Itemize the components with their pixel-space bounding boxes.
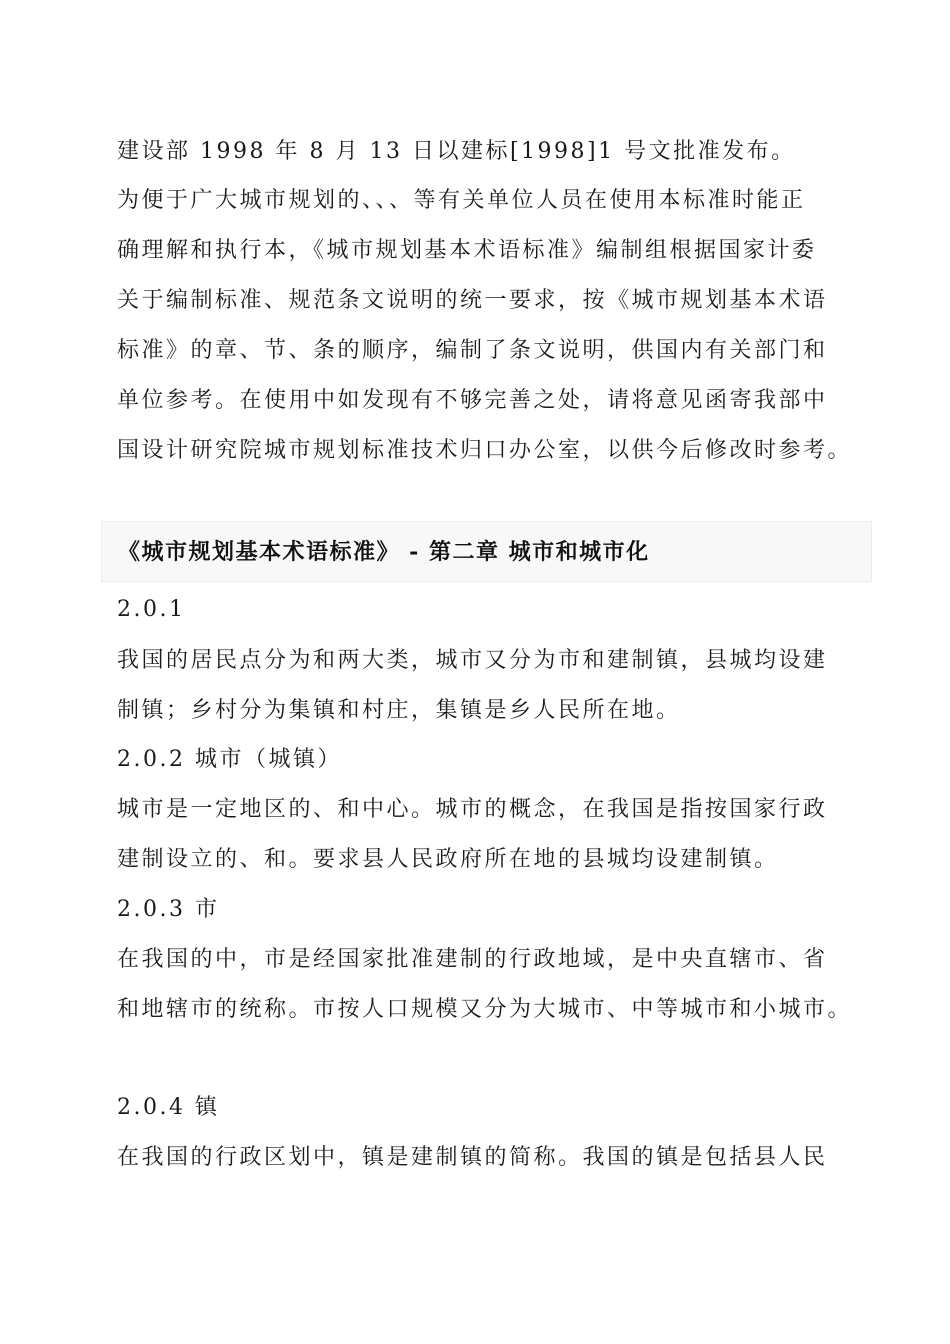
clause-2-0-1-heading: 2.0.1 — [117, 597, 186, 622]
clause-2-0-3-heading: 2.0.3 市 — [117, 897, 220, 922]
clause-2-0-3-text-line-2: 和地辖市的统称。市按人口规模又分为大城市、中等城市和小城市。 — [117, 997, 853, 1022]
clause-2-0-4-heading: 2.0.4 镇 — [117, 1095, 220, 1120]
intro-line-5: 标准》的章、节、条的顺序，编制了条文说明，供国内有关部门和 — [117, 338, 828, 363]
section-heading-box — [101, 521, 872, 582]
clause-2-0-1-text-line-1: 我国的居民点分为和两大类，城市又分为市和建制镇，县城均设建 — [117, 648, 828, 673]
clause-2-0-1-text-line-2: 制镇；乡村分为集镇和村庄，集镇是乡人民所在地。 — [117, 698, 681, 723]
section-title: 《城市规划基本术语标准》 - 第二章 城市和城市化 — [118, 539, 650, 565]
intro-line-4: 关于编制标准、规范条文说明的统一要求，按《城市规划基本术语 — [117, 288, 828, 313]
intro-line-2: 为便于广大城市规划的、、、等有关单位人员在使用本标准时能正 — [117, 188, 806, 213]
clause-2-0-2-heading: 2.0.2 城市（城镇） — [117, 747, 342, 772]
clause-2-0-3-text-line-1: 在我国的中，市是经国家批准建制的行政地域，是中央直辖市、省 — [117, 947, 828, 972]
clause-2-0-2-text-line-2: 建制设立的、和。要求县人民政府所在地的县城均设建制镇。 — [117, 847, 779, 872]
intro-line-3: 确理解和执行本，《城市规划基本术语标准》编制组根据国家计委 — [117, 238, 817, 263]
intro-line-6: 单位参考。在使用中如发现有不够完善之处，请将意见函寄我部中 — [117, 388, 828, 413]
intro-line-1: 建设部 1998 年 8 月 13 日以建标[1998]1 号文批准发布。 — [117, 139, 796, 164]
clause-2-0-2-text-line-1: 城市是一定地区的、和中心。城市的概念，在我国是指按国家行政 — [117, 797, 828, 822]
clause-2-0-4-text-line-1: 在我国的行政区划中，镇是建制镇的简称。我国的镇是包括县人民 — [117, 1145, 828, 1170]
intro-line-7: 国设计研究院城市规划标准技术归口办公室，以供今后修改时参考。 — [117, 438, 853, 463]
